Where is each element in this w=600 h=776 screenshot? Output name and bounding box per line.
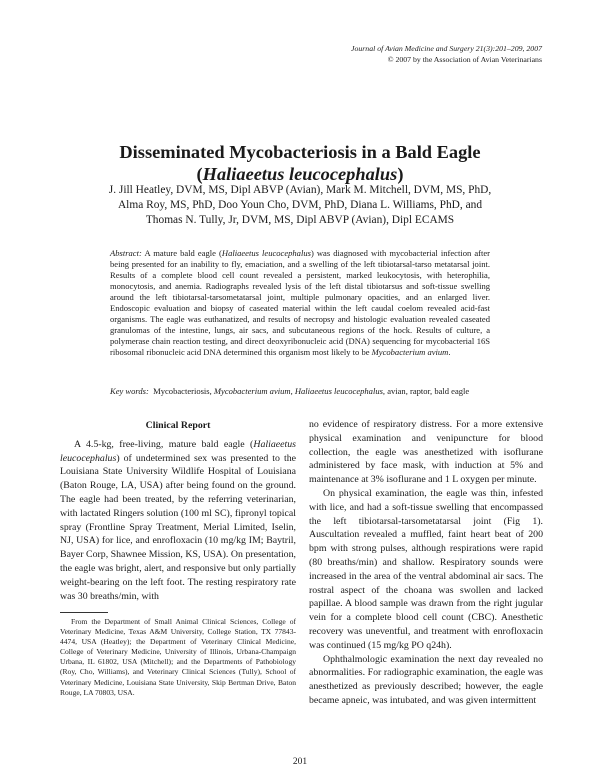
abstract-end: .: [448, 347, 451, 357]
right-column: [309, 418, 543, 708]
section-title-clinical-report: Clinical Report: [145, 420, 211, 431]
keywords-italic-2: Haliaeetus leucocephalus: [294, 386, 383, 396]
affiliation-footnote: From the Department of Small Animal Clinical Sciences, College of Veterinary Medicine, Texas A&M University, College Station, TX 77843-4474, USA (Heatley); the Department of Veterinary Clinical Medicine, College of Veterinary Medicine, University of Illinois, Urbana-Champaign Urbana, IL 61802, USA (Mitchell); and the Departments of Pathobiology (Roy, Cho, Williams), and Veterinary Clinical Sciences (Tully), School of Veterinary Medicine, Louisiana State University, Skip Bertman Drive, Baton Rouge, LA 70803, USA.: [60, 617, 296, 697]
abstract: [110, 248, 490, 358]
keywords-italic-1: Mycobacterium avium: [213, 386, 291, 396]
abstract-organism: Mycobacterium avium: [371, 347, 449, 357]
author-line-1: J. Jill Heatley, DVM, MS, Dipl ABVP (Avian), Mark M. Mitchell, DVM, MS, PhD,: [108, 184, 492, 196]
article-title: [60, 141, 540, 185]
journal-citation: Journal of Avian Medicine and Surgery 21(3):201–209, 2007: [351, 44, 542, 53]
keywords-text-2: ,: [290, 386, 295, 396]
abstract-species: Haliaeetus leucocephalus: [221, 248, 311, 258]
abstract-text-1: A mature bald eagle (: [144, 248, 222, 258]
abstract-text-2: ) was diagnosed with mycobacterial infection after being presented for an inability to fly, emaciation, and a swelling of the left tibiotarsal-tarso metatarsal joint. Results of a complete blood cell count revealed a persistent, marked leukocytosis, with heterophilia, monocytosis, and anemia. Radiographs revealed lysis of the left distal tibiotarsus and soft-tissue swelling around the left tibiotarsal-tarsometatarsal joint, multiple pulmonary opacities, and an enlarged liver. Endoscopic evaluation and biopsy of caseated material within the left caudal coelom revealed acid-fast organisms. The eagle was euthanatized, and results of necropsy and histologic evaluation revealed caseated granulomas of the intestine, lungs, air sacs, and subcutaneous regions of the hock. Results of culture, a polymerase chain reaction testing, and direct deoxyribonucleic acid (DNA) sequencing for mycobacterial 16S ribosomal ribonucleic acid DNA determined this organism most likely to be: [110, 248, 490, 357]
copyright-line: © 2007 by the Association of Avian Veterinarians: [387, 55, 542, 64]
right-paragraph-1: no evidence of respiratory distress. For a more extensive physical examination and venipuncture for blood collection, the eagle was anesthetized with isoflurane administered by face mask, with induction at 5% and maintenance at 3% isoflurane and 1 L oxygen per minute.: [309, 419, 543, 486]
left-p1-text-b: ) of undetermined sex was presented to the Louisiana State University Wildlife Hospital of Louisiana (Baton Rouge, LA, USA) after being found on the ground. The eagle had been treated, by the referring veterinarian, with lactated Ringers solution (100 ml SC), fipronyl topical spray (Frontline Spray Treatment, Merial Limited, Iselin, NJ, USA) for lice, and enrofloxacin (10 mg/kg IM; Baytril, Bayer Corp, Shawnee Mission, KS, USA). On presentation, the eagle was bright, alert, and responsive but only partially weight-bearing on the left foot. The resting respiratory rate was 30 breaths/min, with: [60, 452, 296, 602]
left-paragraph-1: [60, 438, 296, 604]
author-line-2: Alma Roy, MS, PhD, Doo Youn Cho, DVM, PhD, Diana L. Williams, PhD, and: [117, 199, 483, 211]
left-p1-species: Haliaeetus leucocephalus: [60, 438, 296, 464]
author-line-3: Thomas N. Tully, Jr, DVM, MS, Dipl ABVP (Avian), Dipl ECAMS: [145, 214, 455, 226]
author-list: [60, 183, 540, 228]
keywords: [110, 386, 490, 397]
journal-header: [351, 43, 542, 65]
abstract-label: Abstract:: [110, 248, 142, 258]
keywords-label: Key words:: [110, 386, 149, 396]
title-line-2: (Haliaeetus leucocephalus): [196, 164, 404, 184]
page-number: 201: [292, 757, 308, 767]
keywords-text-1: Mycobacteriosis,: [153, 386, 214, 396]
footnote-rule: [60, 612, 108, 613]
right-paragraph-2: On physical examination, the eagle was thin, infested with lice, and had a soft-tissue swelling that encompassed the left tibiotarsal-tarsometatarsal joint (Fig 1). Auscultation revealed a muffled, faint heart beat of 200 bpm with strong pulses, although respirations were rapid (80 breaths/min) and shallow. Respiratory sounds were increased in the area of the ventral abdominal air sacs. The rostral aspect of the choana was swollen and lacked papillae. A blood sample was drawn from the right jugular vein for a complete blood cell count (CBC). Anesthetic recovery was uneventful, and treatment with enrofloxacin was continued (15 mg/kg PO q24h).: [309, 487, 543, 651]
right-paragraph-3: Ophthalmologic examination the next day revealed no abnormalities. For radiographic examination, the eagle was anesthetized as previously described; however, the eagle became apneic, was intubated, and was given intermittent: [309, 653, 543, 706]
title-line-1: Disseminated Mycobacteriosis in a Bald Eagle: [119, 142, 481, 162]
keywords-text-3: , avian, raptor, bald eagle: [382, 386, 470, 396]
left-p1-text-a: A 4.5-kg, free-living, mature bald eagle (: [74, 438, 254, 450]
title-species: Haliaeetus leucocephalus: [202, 164, 398, 184]
left-column: [60, 419, 296, 603]
